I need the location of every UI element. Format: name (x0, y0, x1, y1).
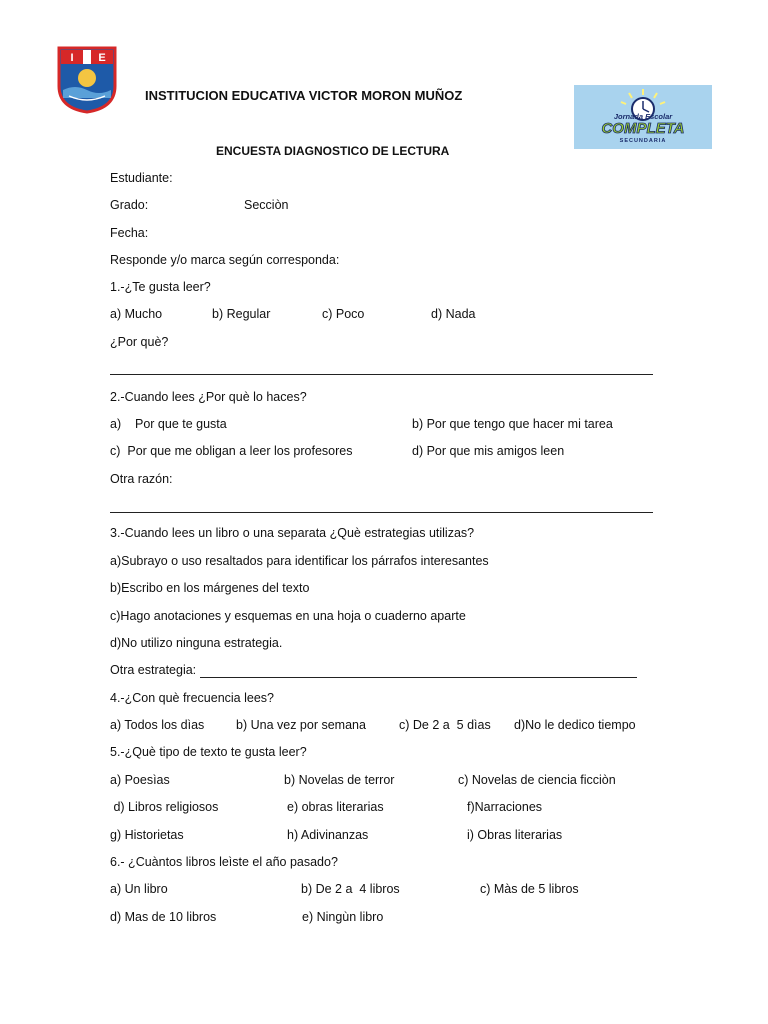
q1-answer-line[interactable] (110, 374, 653, 375)
field-estudiante: Estudiante: (110, 171, 173, 185)
q3-other-label: Otra estrategia: (110, 663, 197, 677)
badge-line3: SECUNDARIA (619, 138, 667, 144)
q6-question: 6.- ¿Cuàntos libros leìste el año pasado? (110, 855, 338, 869)
field-fecha: Fecha: (110, 226, 149, 240)
q5-option-h[interactable]: h) Adivinanzas (287, 828, 369, 842)
q5-option-c[interactable]: c) Novelas de ciencia ficciòn (458, 773, 616, 787)
q3-answer-line[interactable] (200, 677, 637, 678)
q2-answer-line[interactable] (110, 512, 653, 513)
q2-option-a[interactable]: a) Por que te gusta (110, 417, 227, 431)
q6-option-d[interactable]: d) Mas de 10 libros (110, 910, 217, 924)
q5-option-e[interactable]: e) obras literarias (287, 800, 384, 814)
q4-option-a[interactable]: a) Todos los dìas (110, 718, 205, 732)
q1-option-b[interactable]: b) Regular (212, 307, 271, 321)
school-crest-logo (57, 46, 117, 114)
crest-letter-e: E (98, 52, 106, 64)
q5-option-i[interactable]: i) Obras literarias (467, 828, 563, 842)
q1-followup: ¿Por què? (110, 335, 169, 349)
school-name: INSTITUCION EDUCATIVA VICTOR MORON MUÑOZ (145, 88, 463, 103)
field-seccion: Secciòn (244, 198, 289, 212)
q3-option-d[interactable]: d)No utilizo ninguna estrategia. (110, 636, 283, 650)
q3-option-b[interactable]: b)Escribo en los márgenes del texto (110, 581, 310, 595)
q1-option-c[interactable]: c) Poco (322, 307, 365, 321)
q6-option-b[interactable]: b) De 2 a 4 libros (301, 882, 400, 896)
badge-line1: Jornada Escolar (613, 112, 673, 121)
q2-question: 2.-Cuando lees ¿Por què lo haces? (110, 390, 307, 404)
q5-option-g[interactable]: g) Historietas (110, 828, 184, 842)
document-title: ENCUESTA DIAGNOSTICO DE LECTURA (216, 144, 450, 158)
q2-other-label: Otra razón: (110, 472, 173, 486)
q2-option-d[interactable]: d) Por que mis amigos leen (412, 444, 565, 458)
instruction-text: Responde y/o marca según corresponda: (110, 253, 340, 267)
q1-option-a[interactable]: a) Mucho (110, 307, 163, 321)
q1-question: 1.-¿Te gusta leer? (110, 280, 211, 294)
q6-option-e[interactable]: e) Ningùn libro (302, 910, 384, 924)
q5-option-b[interactable]: b) Novelas de terror (284, 773, 395, 787)
q4-question: 4.-¿Con què frecuencia lees? (110, 691, 274, 705)
q5-question: 5.-¿Què tipo de texto te gusta leer? (110, 745, 307, 759)
q3-option-c[interactable]: c)Hago anotaciones y esquemas en una hoja o cuaderno aparte (110, 609, 466, 623)
q5-option-a[interactable]: a) Poesìas (110, 773, 170, 787)
q3-question: 3.-Cuando lees un libro o una separata ¿Què estrategias utilizas? (110, 526, 475, 540)
q5-option-d[interactable]: d) Libros religiosos (110, 800, 219, 814)
q1-option-d[interactable]: d) Nada (431, 307, 476, 321)
q2-option-c[interactable]: c) Por que me obligan a leer los profesores (110, 444, 353, 458)
field-grado: Grado: (110, 198, 149, 212)
q6-option-a[interactable]: a) Un libro (110, 882, 168, 896)
q2-option-b[interactable]: b) Por que tengo que hacer mi tarea (412, 417, 613, 431)
q5-option-f[interactable]: f)Narraciones (467, 800, 543, 814)
q4-option-b[interactable]: b) Una vez por semana (236, 718, 366, 732)
q4-option-c[interactable]: c) De 2 a 5 dìas (399, 718, 491, 732)
q3-option-a[interactable]: a)Subrayo o uso resaltados para identificar los párrafos interesantes (110, 554, 489, 568)
q6-option-c[interactable]: c) Màs de 5 libros (480, 882, 579, 896)
badge-line2: COMPLETA (601, 120, 685, 137)
crest-letter-i: I (70, 52, 74, 64)
jornada-completa-logo (574, 85, 712, 149)
q4-option-d[interactable]: d)No le dedico tiempo (514, 718, 636, 732)
